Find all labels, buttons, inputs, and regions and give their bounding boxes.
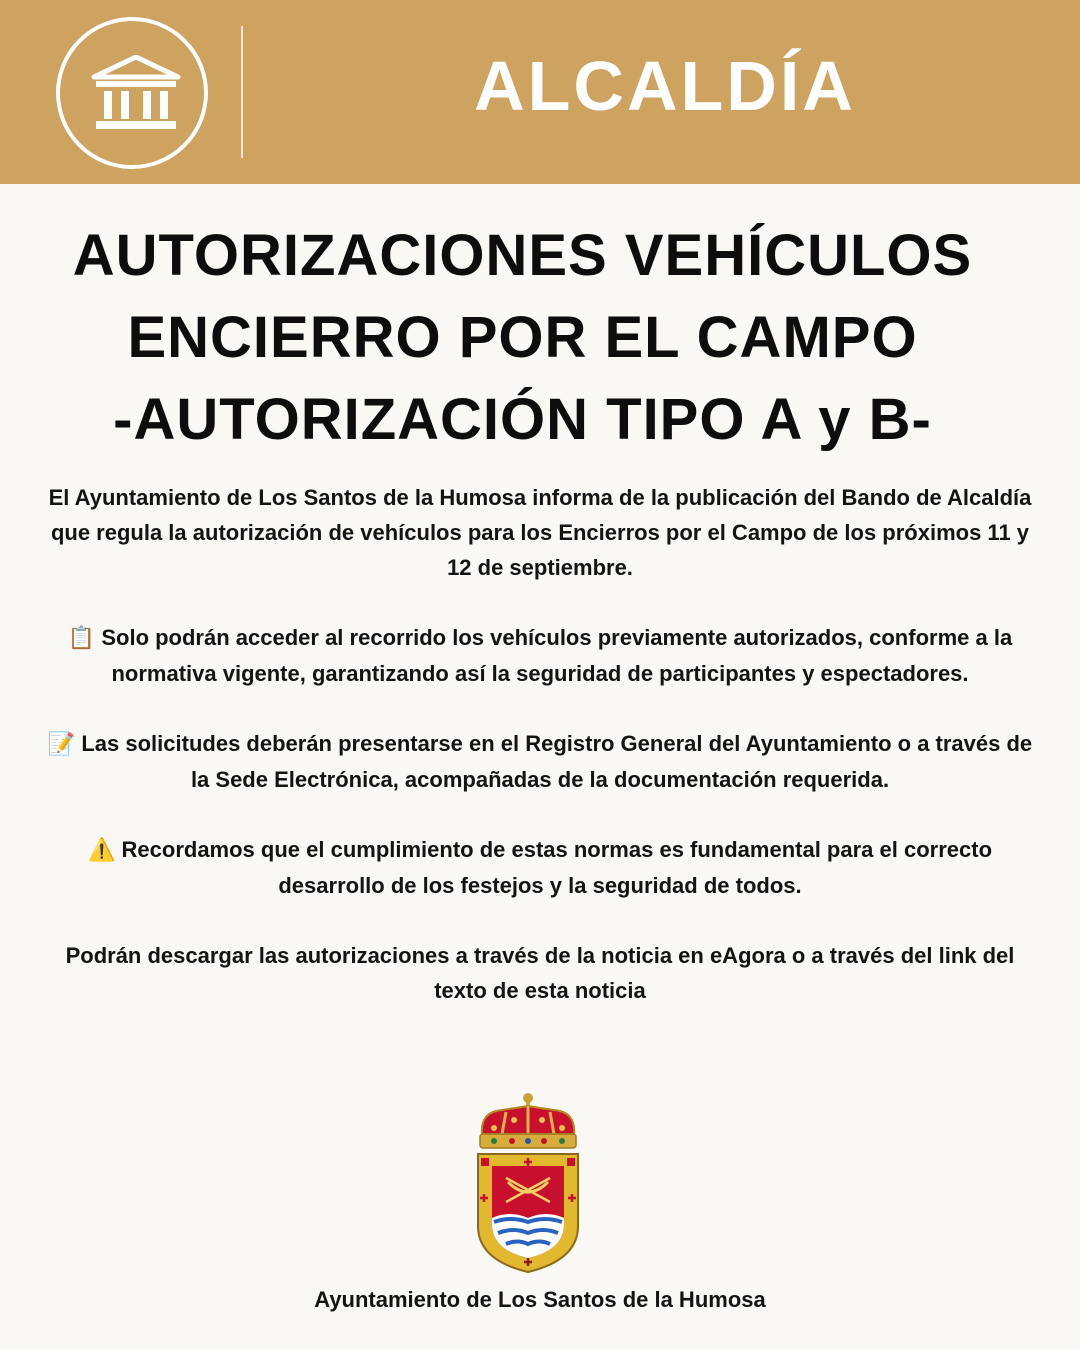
- header-title: ALCALDÍA: [474, 47, 856, 125]
- warning-icon: ⚠️: [87, 838, 116, 863]
- memo-icon: 📝: [47, 732, 76, 757]
- item-paragraph-2: [40, 726, 1040, 797]
- header-banner: [0, 0, 1080, 184]
- title-line-2: ENCIERRO POR EL CAMPO: [127, 305, 918, 370]
- item-text-1: Solo podrán acceder al recorrido los vehículos previamente autorizados, conforme a la normativa vigente, garantizando así la seguridad de participantes y espectadores.: [101, 625, 1013, 686]
- clipboard-icon: 📋: [67, 626, 96, 651]
- government-building-icon: [90, 55, 182, 133]
- item-text-2: Las solicitudes deberán presentarse en el Registro General del Ayuntamiento o a través de la Sede Electrónica, acompañadas de la documentación requerida.: [81, 731, 1033, 792]
- logo-circle: [56, 17, 208, 169]
- title-line-1: AUTORIZACIONES VEHÍCULOS: [72, 223, 973, 288]
- title-line-3: -AUTORIZACIÓN TIPO A y B-: [113, 387, 932, 452]
- footer-text: Ayuntamiento de Los Santos de la Humosa: [314, 1287, 766, 1312]
- intro-paragraph: El Ayuntamiento de Los Santos de la Humosa informa de la publicación del Bando de Alcaldía que regula la autorización de vehículos para los Encierros por el Campo de los próximos 11 y 12 de septiembre.: [48, 485, 1032, 580]
- header-divider: [241, 26, 243, 158]
- item-paragraph-1: [40, 620, 1040, 691]
- closing-paragraph: Podrán descargar las autorizaciones a través de la noticia en eAgora o a través del link del texto de esta noticia: [65, 943, 1015, 1003]
- coat-of-arms-icon: [472, 1090, 584, 1274]
- announcement-body: [40, 480, 1040, 1008]
- main-title: [20, 215, 1025, 461]
- item-paragraph-3: [40, 832, 1040, 903]
- crown: [480, 1093, 576, 1148]
- item-text-3: Recordamos que el cumplimiento de estas normas es fundamental para el correcto desarrollo de los festejos y la seguridad de todos.: [121, 837, 993, 898]
- shield: [478, 1154, 578, 1272]
